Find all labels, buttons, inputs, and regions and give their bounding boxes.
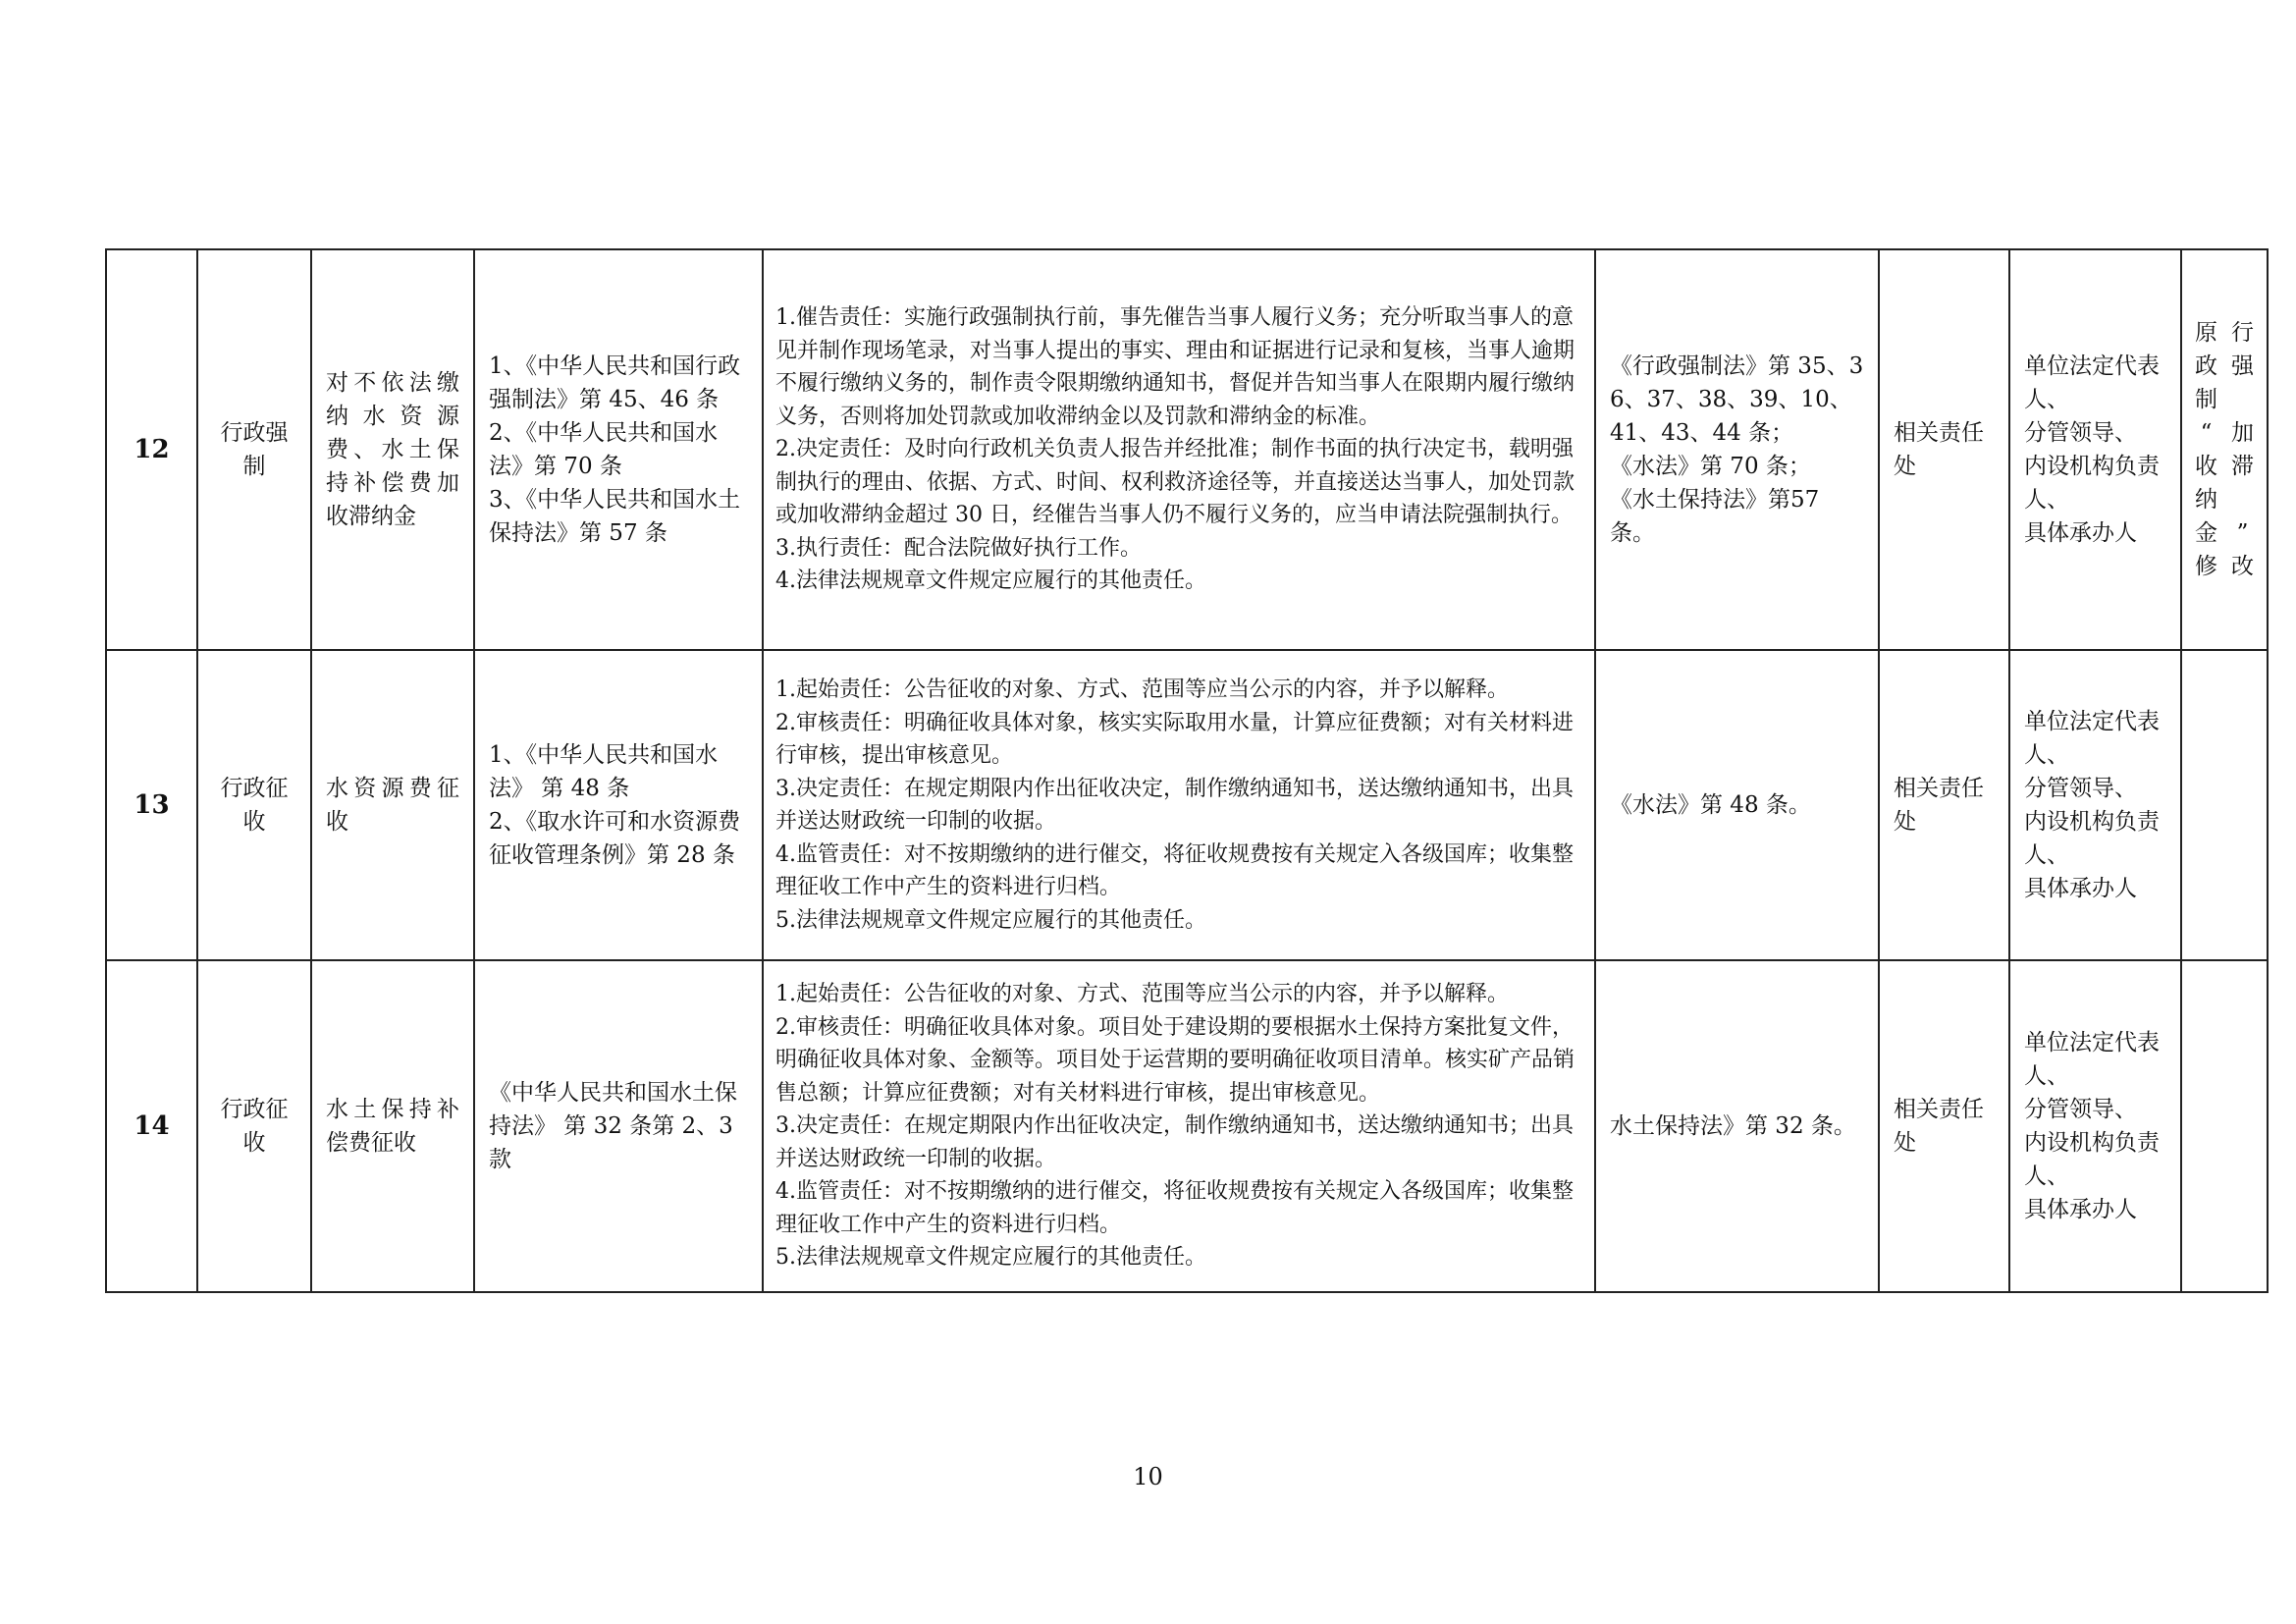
remark-char: 收 [2195, 454, 2217, 479]
remark-char: 加 [2231, 420, 2254, 446]
subject-line: 分管领导、 [2024, 420, 2137, 446]
legal-basis-line: 《中华人民共和国水土保持法》 第 32 条第 2、3 款 [489, 1080, 737, 1172]
legal-basis [474, 960, 763, 1292]
subject-line: 具体承办人 [2024, 876, 2137, 901]
item-category: 行政征收 [197, 650, 311, 960]
table-row [106, 650, 2268, 960]
remark-char: 制 [2195, 387, 2217, 412]
responsibility-line: 2.审核责任：明确征收具体对象，核实实际取用水量，计算应征费额；对有关材料进行审核，提出审核意见。 [775, 710, 1574, 768]
responsibility-line: 3.决定责任：在规定期限内作出征收决定，制作缴纳通知书，送达缴纳通知书，出具并送达财政统一印制的收据。 [775, 776, 1574, 834]
subject-line: 内设机构负责人、 [2024, 454, 2160, 513]
table-row [106, 960, 2268, 1292]
legal-basis-line: 1、《中华人民共和国水法》 第 48 条 [489, 742, 719, 801]
responsibility-line: 4.法律法规规章文件规定应履行的其他责任。 [775, 568, 1206, 594]
responsibility-line: 2.审核责任：明确征收具体对象。项目处于建设期的要根据水土保持方案批复文件，明确征收具体对象、金额等。项目处于运营期的要明确征收项目清单。核实矿产品销售总额；计算应征费额；对有关材料进行审核，提出审核意见。 [775, 1014, 1575, 1106]
responsibility-line: 3.决定责任：在规定期限内作出征收决定，制作缴纳通知书，送达缴纳通知书；出具并送达财政统一印制的收据。 [775, 1113, 1574, 1171]
subject-line: 分管领导、 [2024, 1097, 2137, 1122]
row-number: 14 [106, 960, 197, 1292]
item-category: 行政强制 [197, 249, 311, 650]
remark-char: 改 [2231, 554, 2254, 579]
responsibility-items [763, 249, 1595, 650]
row-number: 12 [106, 249, 197, 650]
item-name: 水资源费征收 [311, 650, 474, 960]
responsibility-line: 2.决定责任：及时向行政机关负责人报告并经批准；制作书面的执行决定书，载明强制执行的理由、依据、方式、时间、权利救济途径等，并直接送达当事人，加处罚款或加收滞纳金超过 30 日，经催告当事人仍不履行义务的，应当申请法院强制执行。 [775, 437, 1575, 528]
responsible-subject [2009, 960, 2181, 1292]
responsible-subject [2009, 249, 2181, 650]
responsibility-line: 5.法律法规规章文件规定应履行的其他责任。 [775, 1245, 1206, 1271]
subject-line: 具体承办人 [2024, 520, 2137, 546]
remark-char: 金 [2195, 520, 2217, 546]
accountability-basis [1595, 650, 1879, 960]
subject-line: 分管领导、 [2024, 776, 2137, 801]
remark-char: 修 [2195, 554, 2217, 579]
responsible-department: 相关责任处 [1879, 650, 2009, 960]
responsibility-line: 4.监管责任：对不按期缴纳的进行催交，将征收规费按有关规定入各级国库；收集整理征收工作中产生的资料进行归档。 [775, 1179, 1574, 1237]
legal-basis [474, 650, 763, 960]
accountability-basis [1595, 249, 1879, 650]
responsible-subject [2009, 650, 2181, 960]
responsibility-line: 4.监管责任：对不按期缴纳的进行催交，将征收规费按有关规定入各级国库；收集整理征收工作中产生的资料进行归档。 [775, 841, 1574, 899]
legal-basis-line: 3、《中华人民共和国水土保持法》第 57 条 [489, 487, 741, 546]
remark-char: “ [2200, 420, 2213, 446]
remark [2181, 960, 2268, 1292]
accountability-line: 《水土保持法》第57条。 [1610, 487, 1820, 546]
row-number: 13 [106, 650, 197, 960]
accountability-line: 《行政强制法》第 35、36、37、38、39、10、41、43、44 条； [1610, 353, 1864, 446]
responsibility-line: 1.催告责任：实施行政强制执行前，事先催告当事人履行义务；充分听取当事人的意见并制作现场笔录，对当事人提出的事实、理由和证据进行记录和复核，当事人逾期不履行缴纳义务的，制作责令限期缴纳通知书，督促并告知当事人在限期内履行缴纳义务，否则将加处罚款或加收滞纳金以及罚款和滞纳金的标准。 [775, 305, 1575, 429]
item-name: 对不依法缴纳水资源费、水土保持补偿费加收滞纳金 [311, 249, 474, 650]
accountability-line: 《水法》第 70 条； [1610, 454, 1811, 479]
subject-line: 单位法定代表人、 [2024, 709, 2160, 768]
legal-basis [474, 249, 763, 650]
remark-char [2224, 383, 2261, 416]
accountability-line: 《水法》第 48 条。 [1610, 792, 1811, 818]
remark [2181, 249, 2268, 650]
remark-char: 政 [2195, 353, 2217, 379]
remark-char: 强 [2231, 353, 2254, 379]
responsibility-line: 1.起始责任：公告征收的对象、方式、范围等应当公示的内容，并予以解释。 [775, 982, 1509, 1007]
remark-char: 滞 [2231, 454, 2254, 479]
remark [2181, 650, 2268, 960]
remark-char: ” [2236, 520, 2249, 546]
responsible-department: 相关责任处 [1879, 960, 2009, 1292]
item-category: 行政征收 [197, 960, 311, 1292]
legal-basis-line: 2、《中华人民共和国水法》第 70 条 [489, 420, 719, 479]
subject-line: 具体承办人 [2024, 1197, 2137, 1222]
item-name: 水土保持补偿费征收 [311, 960, 474, 1292]
remark-char: 原 [2195, 320, 2217, 346]
responsible-department: 相关责任处 [1879, 249, 2009, 650]
page-number: 10 [1133, 1463, 1163, 1490]
legal-basis-line: 1、《中华人民共和国行政强制法》第 45、46 条 [489, 353, 741, 412]
accountability-basis [1595, 960, 1879, 1292]
subject-line: 内设机构负责人、 [2024, 1130, 2160, 1189]
responsibility-table [105, 248, 2269, 1293]
remark-char: 行 [2231, 320, 2254, 346]
responsibility-items [763, 650, 1595, 960]
accountability-line: 水土保持法》第 32 条。 [1610, 1113, 1856, 1139]
responsibility-items [763, 960, 1595, 1292]
subject-line: 单位法定代表人、 [2024, 353, 2160, 412]
responsibility-line: 3.执行责任：配合法院做好执行工作。 [775, 535, 1142, 561]
remark-char [2224, 483, 2261, 516]
subject-line: 单位法定代表人、 [2024, 1030, 2160, 1089]
table-row [106, 249, 2268, 650]
legal-basis-line: 2、《取水许可和水资源费征收管理条例》第 28 条 [489, 809, 741, 868]
subject-line: 内设机构负责人、 [2024, 809, 2160, 868]
remark-char: 纳 [2195, 487, 2217, 513]
responsibility-line: 1.起始责任：公告征收的对象、方式、范围等应当公示的内容，并予以解释。 [775, 677, 1509, 702]
responsibility-line: 5.法律法规规章文件规定应履行的其他责任。 [775, 907, 1206, 933]
